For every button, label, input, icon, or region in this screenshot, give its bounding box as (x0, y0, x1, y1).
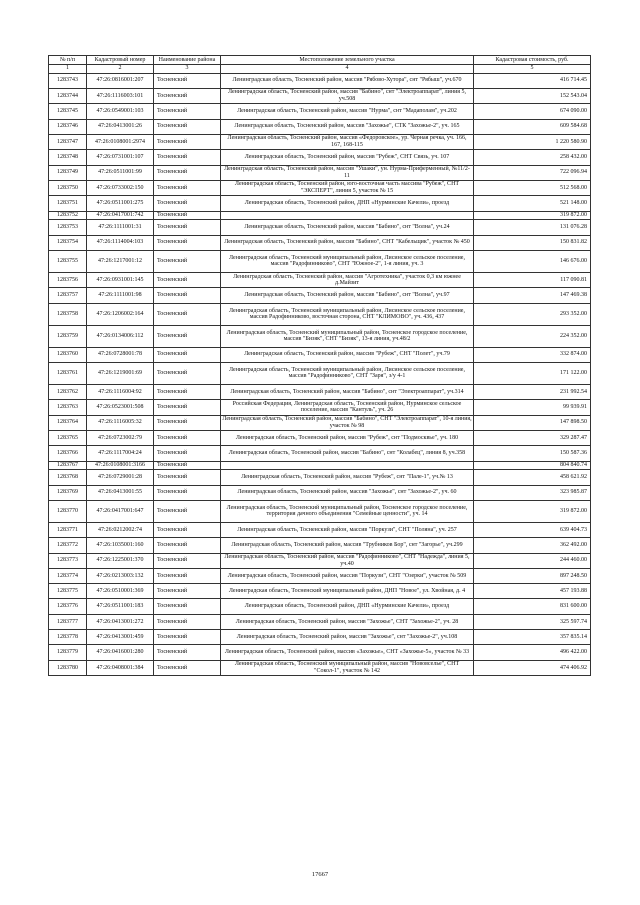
cadastral-number-cell: 47:26:0213003:132 (87, 568, 154, 583)
table-row (49, 645, 591, 660)
table-row (49, 180, 591, 195)
district-cell: Тосненский (154, 211, 221, 220)
table-row (49, 630, 591, 645)
cadastral-cost-cell: 458 621.92 (474, 470, 591, 485)
location-cell: Ленинградская область, Тосненский район, массив "Бабино", СНТ "Кабельщик", участок № 450 (221, 235, 474, 250)
district-cell: Тосненский (154, 288, 221, 303)
table-row (49, 384, 591, 399)
page-number: 17667 (311, 871, 329, 878)
district-cell: Тосненский (154, 553, 221, 568)
cadastral-cost-cell: 150 831.82 (474, 235, 591, 250)
cadastral-cost-cell: 804 840.74 (474, 461, 591, 470)
cadastral-number-cell: 47:26:0733002:150 (87, 180, 154, 195)
cadastral-number-cell: 47:26:0816001:207 (87, 73, 154, 88)
table-row (49, 196, 591, 211)
location-cell (221, 211, 474, 220)
district-cell: Тосненский (154, 104, 221, 119)
location-cell: Ленинградская область, Тосненский район, массив "Рубеж", СНТ "Полет", уч.79 (221, 347, 474, 362)
table-row (49, 400, 591, 415)
table-body (49, 73, 591, 675)
cadastral-number-cell: 47:26:0413001:26 (87, 119, 154, 134)
district-cell: Тосненский (154, 538, 221, 553)
cadastral-cost-cell: 231 992.54 (474, 384, 591, 399)
cadastral-number-cell: 47:26:1116005:32 (87, 415, 154, 430)
cadastral-cost-cell: 171 122.00 (474, 362, 591, 384)
row-number-cell: 1283756 (49, 272, 87, 287)
cadastral-number-cell: 47:26:0510001:369 (87, 584, 154, 599)
district-cell: Тосненский (154, 384, 221, 399)
row-number-cell: 1283778 (49, 630, 87, 645)
district-cell: Тосненский (154, 446, 221, 461)
header-district-name: Наименование района (154, 56, 221, 65)
district-cell: Тосненский (154, 272, 221, 287)
table-row (49, 538, 591, 553)
district-cell: Тосненский (154, 614, 221, 629)
district-cell: Тосненский (154, 430, 221, 445)
district-cell: Тосненский (154, 461, 221, 470)
row-number-cell: 1283749 (49, 165, 87, 180)
table-row (49, 584, 591, 599)
row-number-cell: 1283768 (49, 470, 87, 485)
location-cell (221, 461, 474, 470)
table-row (49, 415, 591, 430)
row-number-cell: 1283760 (49, 347, 87, 362)
table-row (49, 88, 591, 103)
district-cell: Тосненский (154, 599, 221, 614)
row-number-cell: 1283759 (49, 325, 87, 347)
table-row (49, 272, 591, 287)
table-row (49, 235, 591, 250)
table-row (49, 446, 591, 461)
table-row (49, 500, 591, 522)
district-cell: Тосненский (154, 165, 221, 180)
district-cell: Тосненский (154, 630, 221, 645)
cadastral-number-cell: 47:26:1035001:160 (87, 538, 154, 553)
row-number-cell: 1283748 (49, 150, 87, 165)
table-row (49, 522, 591, 537)
table-row (49, 461, 591, 470)
cadastral-number-cell: 47:26:1116004:92 (87, 384, 154, 399)
row-number-cell: 1283775 (49, 584, 87, 599)
location-cell: Ленинградская область, Тосненский район, ДНП «Нурминские Качели», проезд (221, 599, 474, 614)
cadastral-number-cell: 47:26:0417001:742 (87, 211, 154, 220)
cadastral-cost-cell: 319 872.00 (474, 500, 591, 522)
row-number-cell: 1283746 (49, 119, 87, 134)
location-cell: Ленинградская область, Тосненский муниципальный район, Лисинское сельское поселение, массив Радофинниково, восточная сторона, СНТ "КЛИМОВО", уч. 436, 437 (221, 303, 474, 325)
row-number-cell: 1283763 (49, 400, 87, 415)
column-number: 2 (87, 64, 154, 73)
location-cell: Ленинградская область, Тосненский муниципальный район, Лисинское сельское поселение, массив "Радофинниково", СНТ "Южное-2", 1-я линия, уч. 3 (221, 250, 474, 272)
row-number-cell: 1283758 (49, 303, 87, 325)
table-row (49, 568, 591, 583)
row-number-cell: 1283772 (49, 538, 87, 553)
row-number-cell: 1283766 (49, 446, 87, 461)
row-number-cell: 1283771 (49, 522, 87, 537)
row-number-cell: 1283779 (49, 645, 87, 660)
table-row (49, 220, 591, 235)
cadastral-cost-cell: 474 406.92 (474, 660, 591, 675)
cadastral-number-cell: 47:26:0108001:3166 (87, 461, 154, 470)
table-row (49, 470, 591, 485)
table-row (49, 614, 591, 629)
location-cell: Ленинградская область, Тосненский район, массив "Захожье", снт "Захожье-2", уч. 60 (221, 485, 474, 500)
location-cell: Ленинградская область, Тосненский район, ДНП «Нурминские Качели», проезд (221, 196, 474, 211)
row-number-cell: 1283780 (49, 660, 87, 675)
location-cell: Ленинградская область, Тосненский муниципальный район, массив "Нововселье", СНТ "Сокол-1", участок № 142 (221, 660, 474, 675)
cadastral-number-cell: 47:26:1114004:103 (87, 235, 154, 250)
cadastral-number-cell: 47:26:0549001:103 (87, 104, 154, 119)
cadastral-number-cell: 47:26:1111001:31 (87, 220, 154, 235)
location-cell: Ленинградская область, Тосненский район, массив "Поркузи", СНТ "Поляна", уч. 257 (221, 522, 474, 537)
table-row (49, 134, 591, 149)
row-number-cell: 1283774 (49, 568, 87, 583)
cadastral-number-cell: 47:26:0408001:384 (87, 660, 154, 675)
district-cell: Тосненский (154, 584, 221, 599)
row-number-cell: 1283745 (49, 104, 87, 119)
district-cell: Тосненский (154, 73, 221, 88)
district-cell: Тосненский (154, 303, 221, 325)
district-cell: Тосненский (154, 88, 221, 103)
row-number-cell: 1283750 (49, 180, 87, 195)
district-cell: Тосненский (154, 119, 221, 134)
location-cell: Ленинградская область, Тосненский район, массив "Нурма", снт "Мадаполам", уч.202 (221, 104, 474, 119)
cadastral-cost-cell: 152 543.04 (474, 88, 591, 103)
cadastral-number-cell: 47:26:0511001:275 (87, 196, 154, 211)
location-cell: Ленинградская область, Тосненский район, массив "Захожье", СНТ "Захожье-2", уч. 28 (221, 614, 474, 629)
cadastral-cost-cell: 722 096.94 (474, 165, 591, 180)
cadastral-cost-cell: 897 248.50 (474, 568, 591, 583)
district-cell: Тосненский (154, 325, 221, 347)
row-number-cell: 1283752 (49, 211, 87, 220)
cadastral-cost-cell: 244 460.00 (474, 553, 591, 568)
column-number: 3 (154, 64, 221, 73)
location-cell: Российская Федерация, Ленинградская область, Тосненский район, Нурминское сельское поселение, массив "Кантуль", уч. 26 (221, 400, 474, 415)
header-location: Местоположение земельного участка (221, 56, 474, 65)
cadastral-number-cell: 47:26:0413001:55 (87, 485, 154, 500)
cadastral-value-table (48, 55, 591, 676)
row-number-cell: 1283776 (49, 599, 87, 614)
cadastral-cost-cell: 362 492.00 (474, 538, 591, 553)
location-cell: Ленинградская область, Тосненский район, массив "Бабино", СНТ "Электроаппарат", 10-я линия, участок № 98 (222, 416, 472, 429)
location-cell: Ленинградская область, Тосненский муниципальный район, Тосненское городское поселение, территория дачного объединения "Семейные ценности", уч. 14 (221, 500, 474, 522)
location-cell: Ленинградская область, Тосненский район, юго-восточная часть массива "Рубеж", СНТ "ЭКСПЕРТ", линия 5, участок № 15 (221, 180, 474, 195)
header-cadastral-number: Кадастровый номер (87, 56, 154, 65)
table-row (49, 660, 591, 675)
cadastral-cost-cell: 674 090.00 (474, 104, 591, 119)
table-row (49, 288, 591, 303)
cadastral-cost-cell: 131 076.28 (474, 220, 591, 235)
row-number-cell: 1283773 (49, 553, 87, 568)
cadastral-number-cell: 47:26:1219001:69 (87, 362, 154, 384)
location-cell: Ленинградская область, Тосненский район, массив «Захожье», СНТ «Захожье-5», участок № 33 (221, 645, 474, 660)
location-cell: Ленинградская область, Тосненский район, массив "Захожье", снт "Захожье-2", уч.108 (221, 630, 474, 645)
location-cell: Ленинградская область, Тосненский район, массив "Рубеж", СНТ Связь, уч. 107 (221, 150, 474, 165)
cadastral-cost-cell: 99 939.91 (474, 400, 591, 415)
cadastral-number-cell: 47:26:1225001:370 (87, 553, 154, 568)
row-number-cell: 1283764 (49, 415, 87, 430)
cadastral-number-cell: 47:26:0728001:78 (87, 347, 154, 362)
table-row (49, 119, 591, 134)
cadastral-number-cell: 47:26:0723002:79 (87, 430, 154, 445)
table-row (49, 104, 591, 119)
location-cell: Ленинградская область, Тосненский район, массив "Трубников Бор", снт "Загорье", уч.299 (221, 538, 474, 553)
district-cell: Тосненский (154, 150, 221, 165)
document-page (48, 55, 590, 676)
row-number-cell: 1283770 (49, 500, 87, 522)
cadastral-number-cell: 47:26:0729001:28 (87, 470, 154, 485)
cadastral-cost-cell: 325 597.74 (474, 614, 591, 629)
cadastral-cost-cell: 416 714.45 (474, 73, 591, 88)
table-row (49, 150, 591, 165)
district-cell: Тосненский (154, 485, 221, 500)
location-cell: Ленинградская область, Тосненский муниципальный район, Тосненское городское поселение, массив "Бизяк", СНТ "Бизяк", 13-я линия, уч.48/2 (221, 325, 474, 347)
table-column-number-row (49, 64, 591, 73)
cadastral-cost-cell: 609 584.68 (474, 119, 591, 134)
cadastral-number-cell: 47:26:0523001:508 (87, 400, 154, 415)
table-row (49, 430, 591, 445)
district-cell: Тосненский (154, 196, 221, 211)
location-cell: Ленинградская область, Тосненский район, массив "Агротехника", участок 0,3 км южнее д.Майзит (221, 272, 474, 287)
row-number-cell: 1283755 (49, 250, 87, 272)
cadastral-number-cell: 47:26:0931001:145 (87, 272, 154, 287)
district-cell: Тосненский (154, 645, 221, 660)
district-cell: Тосненский (154, 660, 221, 675)
district-cell: Тосненский (154, 362, 221, 384)
district-cell: Тосненский (154, 134, 221, 149)
district-cell: Тосненский (154, 470, 221, 485)
district-cell: Тосненский (154, 415, 221, 430)
column-number: 5 (474, 64, 591, 73)
district-cell: Тосненский (154, 500, 221, 522)
district-cell: Тосненский (154, 400, 221, 415)
cadastral-cost-cell: 117 090.81 (474, 272, 591, 287)
row-number-cell: 1283762 (49, 384, 87, 399)
cadastral-cost-cell: 329 287.47 (474, 430, 591, 445)
cadastral-cost-cell: 147 898.50 (474, 415, 591, 430)
table-row (49, 165, 591, 180)
header-cadastral-cost: Кадастровая стоимость, руб. (474, 56, 591, 65)
district-cell: Тосненский (154, 347, 221, 362)
cadastral-cost-cell: 224 352.00 (474, 325, 591, 347)
table-header-row (49, 56, 591, 65)
table-row (49, 73, 591, 88)
cadastral-cost-cell: 319 872.00 (474, 211, 591, 220)
table-row (49, 485, 591, 500)
location-cell: Ленинградская область, Тосненский район, массив "Бабино", снт "Электроаппарат", уч.314 (221, 384, 474, 399)
location-cell: Ленинградская область, Тосненский район, массив "Рубеж", снт "Подмосквье", уч. 180 (221, 430, 474, 445)
location-cell: Ленинградская область, Тосненский район, массив "Поркузи", СНТ "Озерки", участок № 509 (221, 568, 474, 583)
location-cell: Ленинградская область, Тосненский район, массив "Бабино", снт "Колабец", линия 8, уч.358 (221, 446, 474, 461)
cadastral-cost-cell: 457 193.88 (474, 584, 591, 599)
table-row (49, 303, 591, 325)
location-cell: Ленинградская область, Тосненский район, массив "Рубеж", снт "Пале-1", уч.№ 13 (221, 470, 474, 485)
table-row (49, 325, 591, 347)
cadastral-number-cell: 47:26:1217001:12 (87, 250, 154, 272)
row-number-cell: 1283769 (49, 485, 87, 500)
location-cell: Ленинградская область, Тосненский район, массив "Ушаки", ун. Нурма-Приферменный, №11/2-11 (221, 165, 474, 180)
table-row (49, 553, 591, 568)
cadastral-cost-cell: 146 676.00 (474, 250, 591, 272)
location-cell: Ленинградская область, Тосненский район, массив «Федоровское», ур. Черная речка, уч. 166, 167, 168-115 (221, 134, 474, 149)
district-cell: Тосненский (154, 522, 221, 537)
cadastral-cost-cell: 357 835.14 (474, 630, 591, 645)
table-row (49, 599, 591, 614)
district-cell: Тосненский (154, 180, 221, 195)
row-number-cell: 1283754 (49, 235, 87, 250)
column-number: 4 (221, 64, 474, 73)
cadastral-cost-cell: 258 432.00 (474, 150, 591, 165)
cadastral-cost-cell: 147 469.38 (474, 288, 591, 303)
cadastral-number-cell: 47:26:0417001:647 (87, 500, 154, 522)
location-cell: Ленинградская область, Тосненский район, массив "Бабино", снт "Волна", уч.24 (221, 220, 474, 235)
cadastral-number-cell: 47:26:0413001:459 (87, 630, 154, 645)
location-cell: Ленинградская область, Тосненский район, массив "Бабино", снт "Электроаппарат", линия 5, уч.508 (221, 88, 474, 103)
cadastral-number-cell: 47:26:1111001:98 (87, 288, 154, 303)
row-number-cell: 1283767 (49, 461, 87, 470)
table-row (49, 250, 591, 272)
location-cell: Ленинградская область, Тосненский район, массив "Рябово-Хутора", снт "Рябыш", уч.670 (221, 73, 474, 88)
district-cell: Тосненский (154, 220, 221, 235)
cadastral-number-cell: 47:26:0108001:2974 (87, 134, 154, 149)
cadastral-cost-cell: 323 985.87 (474, 485, 591, 500)
row-number-cell: 1283753 (49, 220, 87, 235)
location-cell: Ленинградская область, Тосненский район, массив "Бабино", снт "Волна", уч.97 (221, 288, 474, 303)
cadastral-number-cell: 47:26:0413001:272 (87, 614, 154, 629)
cadastral-cost-cell: 521 148.00 (474, 196, 591, 211)
cadastral-number-cell: 47:26:0511001:183 (87, 599, 154, 614)
cadastral-number-cell: 47:26:0511001:99 (87, 165, 154, 180)
district-cell: Тосненский (154, 250, 221, 272)
header-row-number: № п/п (49, 56, 87, 65)
cadastral-cost-cell: 293 352.00 (474, 303, 591, 325)
row-number-cell: 1283751 (49, 196, 87, 211)
cadastral-cost-cell: 639 404.73 (474, 522, 591, 537)
row-number-cell: 1283744 (49, 88, 87, 103)
row-number-cell: 1283747 (49, 134, 87, 149)
district-cell: Тосненский (154, 235, 221, 250)
cadastral-number-cell: 47:26:1206002:164 (87, 303, 154, 325)
row-number-cell: 1283757 (49, 288, 87, 303)
location-cell: Ленинградская область, Тосненский район, массив "Радофинниково", СНТ "Надежда", линия 5, уч.40 (221, 553, 474, 568)
cadastral-cost-cell: 496 422.00 (474, 645, 591, 660)
table-row (49, 362, 591, 384)
district-cell: Тосненский (154, 568, 221, 583)
cadastral-number-cell: 47:26:0416001:280 (87, 645, 154, 660)
cadastral-cost-cell: 831 600.00 (474, 599, 591, 614)
cadastral-number-cell: 47:26:0134006:112 (87, 325, 154, 347)
table-row (49, 211, 591, 220)
location-cell: Ленинградская область, Тосненский район, массив "Захожье", СТК "Захожье-2", уч. 165 (221, 119, 474, 134)
cadastral-number-cell: 47:26:1117004:24 (87, 446, 154, 461)
cadastral-number-cell: 47:26:1116003:101 (87, 88, 154, 103)
row-number-cell: 1283777 (49, 614, 87, 629)
cadastral-cost-cell: 332 874.00 (474, 347, 591, 362)
cadastral-cost-cell: 150 587.36 (474, 446, 591, 461)
location-cell: Ленинградская область, Тосненский муниципальный район, Лисинское сельское поселение, массив "Радофинниково", СНТ "Заря", з/у 4-1 (221, 362, 474, 384)
row-number-cell: 1283761 (49, 362, 87, 384)
row-number-cell: 1283743 (49, 73, 87, 88)
cadastral-cost-cell: 512 568.00 (474, 180, 591, 195)
cadastral-number-cell: 47:26:0212002:74 (87, 522, 154, 537)
cadastral-cost-cell: 1 220 580.90 (474, 134, 591, 149)
cadastral-number-cell: 47:26:0731001:107 (87, 150, 154, 165)
row-number-cell: 1283765 (49, 430, 87, 445)
column-number: 1 (49, 64, 87, 73)
location-cell: Ленинградская область, Тосненский муниципальный район, ДНП "Новое", ул. Хвойная, д. 4 (221, 584, 474, 599)
table-row (49, 347, 591, 362)
